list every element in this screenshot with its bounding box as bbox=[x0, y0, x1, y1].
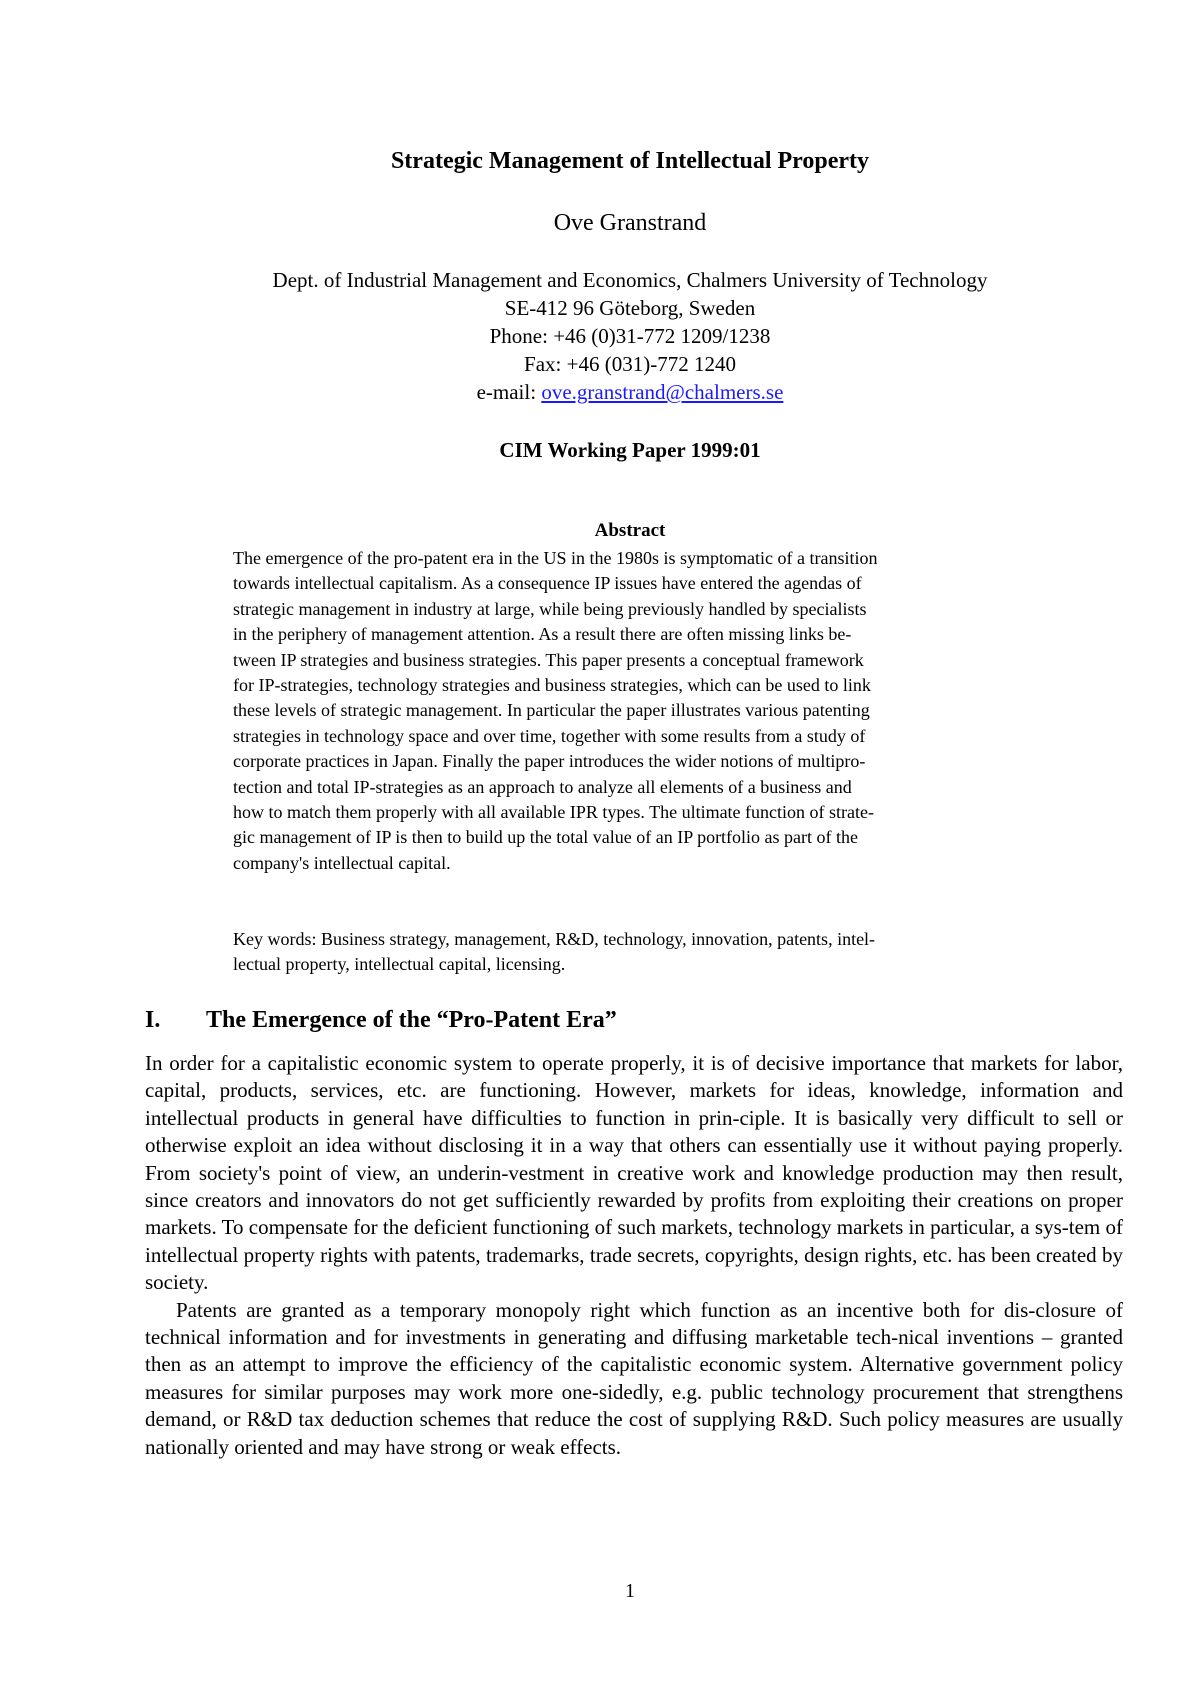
working-paper-number: CIM Working Paper 1999:01 bbox=[499, 438, 761, 462]
section-title: The Emergence of the “Pro-Patent Era” bbox=[206, 1007, 617, 1033]
affiliation-block bbox=[0, 266, 1200, 406]
section-heading bbox=[145, 1007, 1095, 1034]
keywords: Key words: Business strategy, management, R&D, technology, innovation, patents, intel- lectual property, intellectual capital, licensing. bbox=[233, 929, 876, 975]
paragraph-1: In order for a capitalistic economic system to operate properly, it is of decisive importance that markets for labor, capital, products, services, etc. are functioning. However, markets for ideas, knowledge, information and intellectual products in general have difficulties to function in prin-ciple. It is basically very difficult to sell or otherwise exploit an idea without disclosing it in a way that others can essentially use it without paying properly. From society's point of view, an underin-vestment in creative work and knowledge production may then result, since creators and innovators do not get sufficiently rewarded by profits from exploiting their creations on proper markets. To compensate for the deficient functioning of such markets, technology markets in particular, a sys-tem of intellectual property rights with patents, trademarks, trade secrets, copyrights, design rights, etc. has been created by society. bbox=[145, 1051, 1123, 1295]
author-name: Ove Granstrand bbox=[553, 210, 707, 236]
department: Dept. of Industrial Management and Economics, Chalmers University of Technology bbox=[272, 268, 988, 292]
email-link[interactable]: ove.granstrand@chalmers.se bbox=[541, 380, 784, 404]
phone: Phone: +46 (0)31-772 1209/1238 bbox=[489, 324, 771, 348]
email-line bbox=[0, 378, 1200, 406]
section-number: I. bbox=[145, 1007, 161, 1033]
paper-title: Strategic Management of Intellectual Property bbox=[390, 148, 870, 174]
fax: Fax: +46 (031)-772 1240 bbox=[524, 352, 736, 376]
section-body bbox=[145, 1050, 1123, 1461]
page-number: 1 bbox=[625, 1580, 635, 1602]
address: SE-412 96 Göteborg, Sweden bbox=[504, 296, 756, 320]
abstract-heading: Abstract bbox=[594, 520, 666, 541]
paragraph-2: Patents are granted as a temporary monopoly right which function as an incentive both for dis-closure of technical information and for investments in generating and diffusing marketable tech-nical inventions – granted then as an attempt to improve the efficiency of the capitalistic economic system. Alternative government policy measures for similar purposes may work more one-sidedly, e.g. public technology procurement that strengthens demand, or R&D tax deduction schemes that reduce the cost of supplying R&D. Such policy measures are usually nationally oriented and may have strong or weak effects. bbox=[145, 1297, 1123, 1459]
email-label: e-mail: bbox=[476, 380, 542, 404]
abstract-text: The emergence of the pro-patent era in the US in the 1980s is symptomatic of a transition towards intellectual capitalism. As a consequence IP issues have entered the agendas of strategic management in industry at large, while being previously handled by specialists in the periphery of management attention. As a result there are often missing links be- tween IP strategies and business strategies. This paper presents a conceptual framework for IP-strategies, technology strategies and business strategies, which can be used to link these levels of strategic management. In particular the paper illustrates various patenting strategies in technology space and over time, together with some results from a study of corporate practices in Japan. Finally the paper introduces the wider notions of multipro- tection and total IP-strategies as an approach to analyze all elements of a business and how to match them properly with all available IPR types. The ultimate function of strate- gic management of IP is then to build up the total value of an IP portfolio as part of the company's intellectual capital. bbox=[233, 548, 878, 873]
